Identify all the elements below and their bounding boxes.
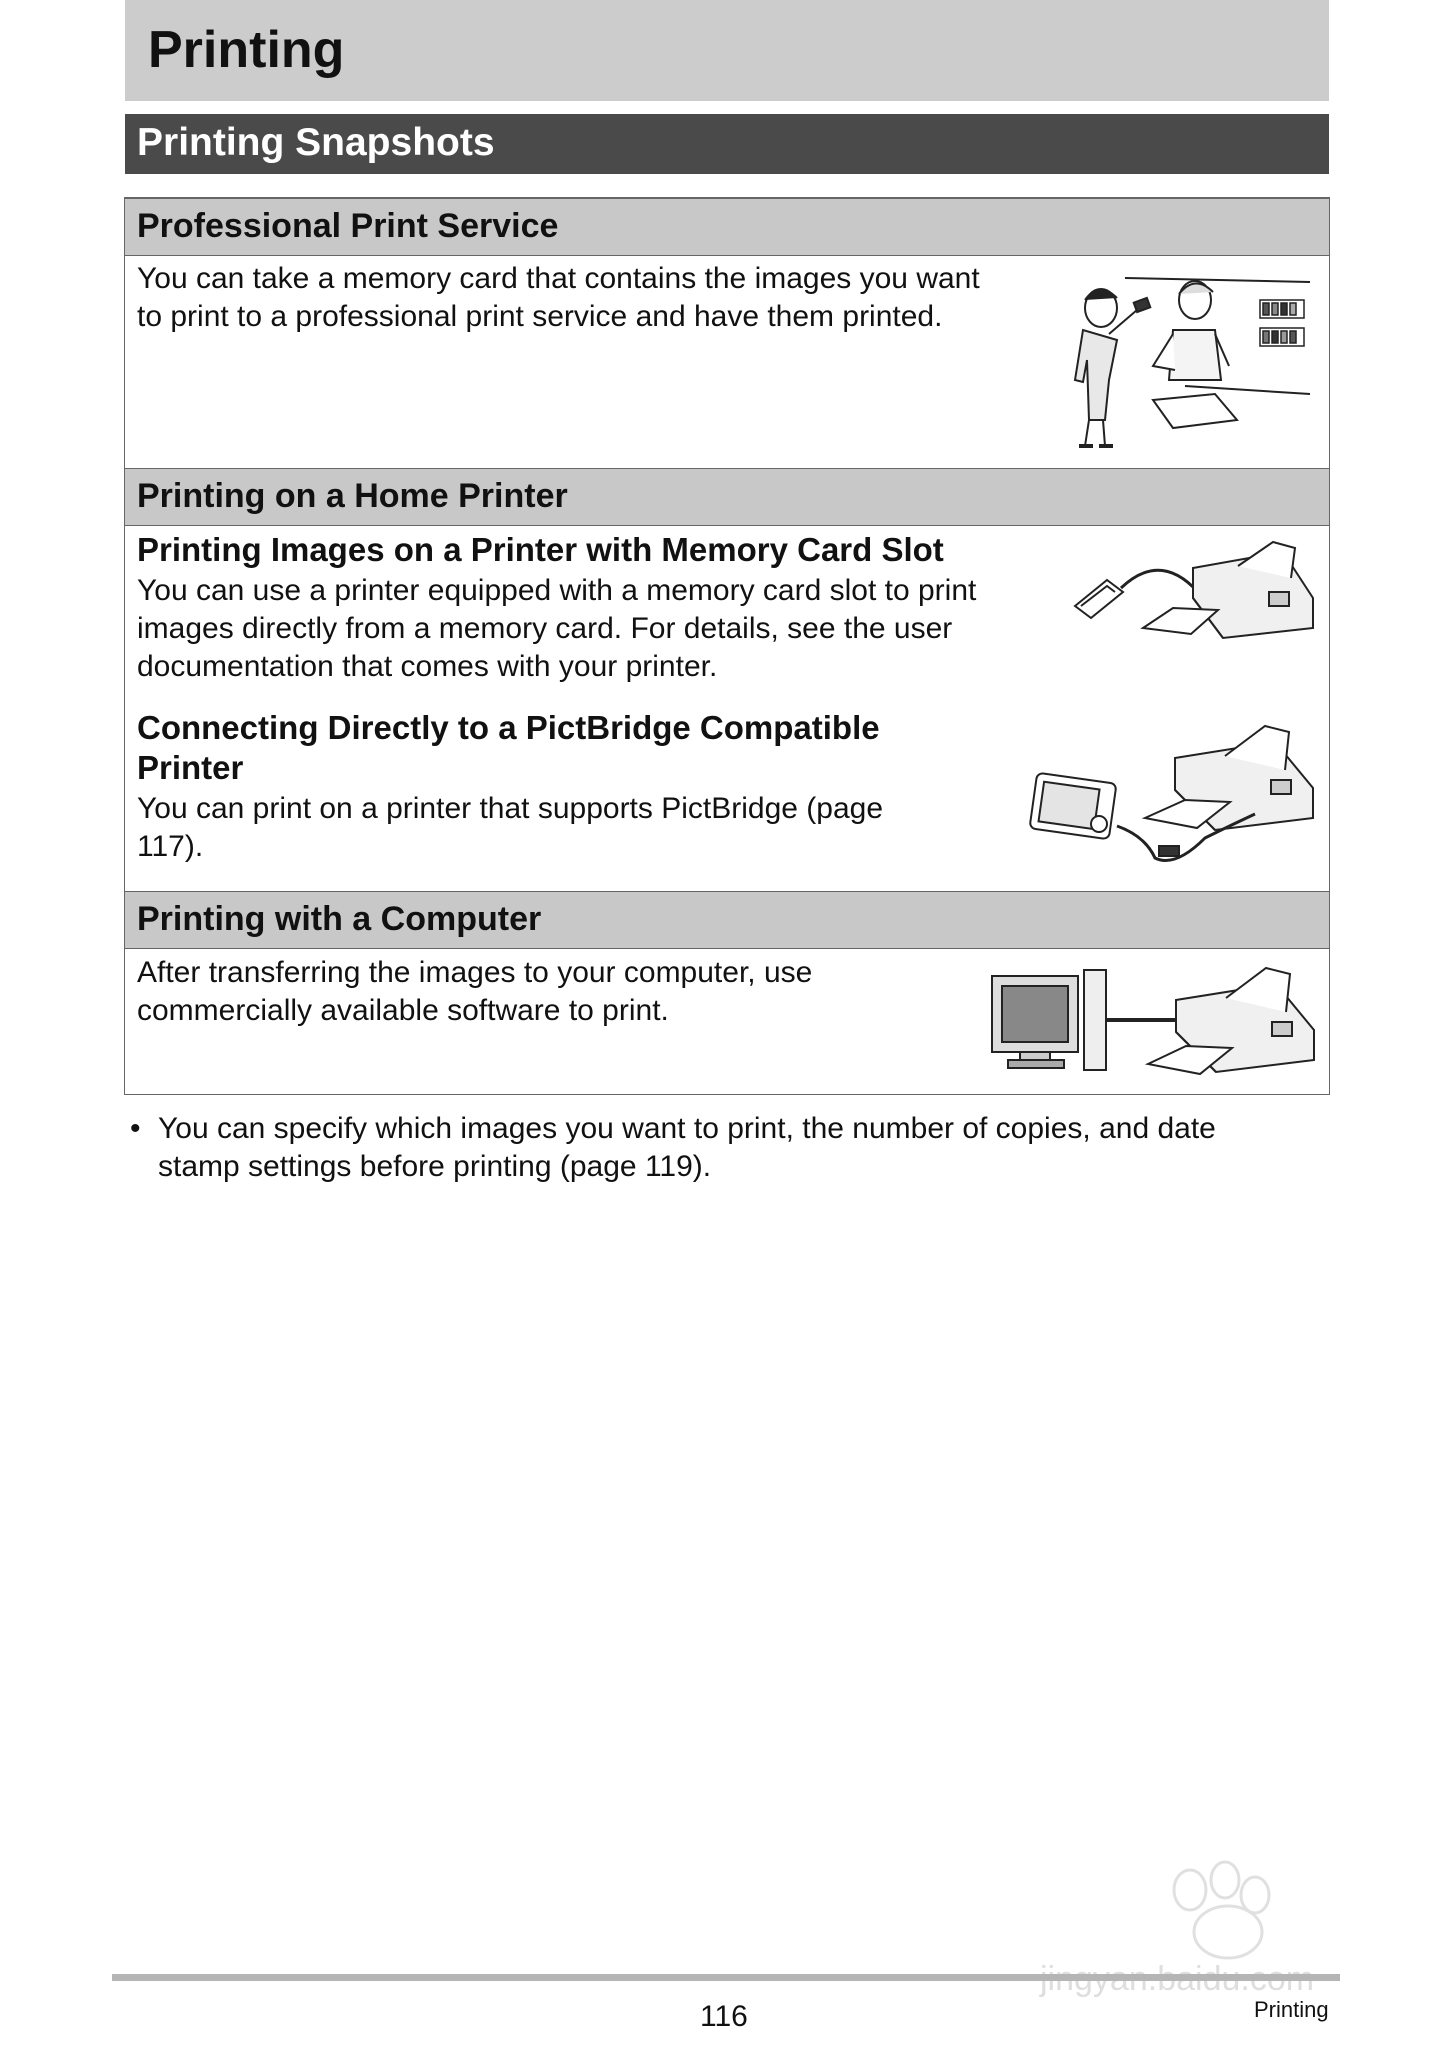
professional-text-line2: to print to a professional print service and have them printed. [137,300,943,333]
home-printer-heading: Printing on a Home Printer [137,477,568,515]
card-slot-title: Printing Images on a Printer with Memory Card Slot [137,531,944,568]
page-header [125,0,1329,101]
professional-print-header [125,198,1329,256]
section-bar [125,114,1329,174]
printing-options-table [124,197,1330,1095]
computer-text-line1: After transferring the images to your computer, use [137,956,813,989]
memory-card-printer-illustration [1073,538,1318,648]
computer-text-line2: commercially available software to print. [137,994,669,1027]
camera-printer-illustration [1025,718,1325,873]
pictbridge-title-line1: Connecting Directly to a PictBridge Compatible [137,709,880,746]
note-text-line2: stamp settings before printing (page 119). [158,1150,712,1183]
pictbridge-text-line1: You can print on a printer that supports PictBridge (page [137,792,884,825]
note-text-line1: You can specify which images you want to print, the number of copies, and date [158,1112,1216,1145]
page-number: 116 [700,2000,748,2033]
footer-rule [112,1974,1340,1981]
print-shop-illustration [1065,270,1310,448]
computer-header [125,891,1329,949]
computer-printer-illustration [990,960,1320,1078]
card-slot-text-line2: images directly from a memory card. For details, see the user [137,612,953,645]
pictbridge-title-line2: Printer [137,749,244,786]
professional-print-heading: Professional Print Service [137,207,559,245]
card-slot-text-line3: documentation that comes with your printer. [137,650,718,683]
card-slot-text-line1: You can use a printer equipped with a memory card slot to print [137,574,977,607]
pictbridge-text-line2: 117). [137,830,204,863]
bullet-marker: • [130,1112,141,1145]
footer-section-label: Printing [1254,1997,1329,2022]
professional-text-line1: You can take a memory card that contains the images you want [137,262,980,295]
home-printer-header [125,468,1329,526]
page-title: Printing [148,21,345,79]
note-text [158,1110,1328,1186]
section-title: Printing Snapshots [137,121,495,164]
computer-heading: Printing with a Computer [137,900,542,938]
